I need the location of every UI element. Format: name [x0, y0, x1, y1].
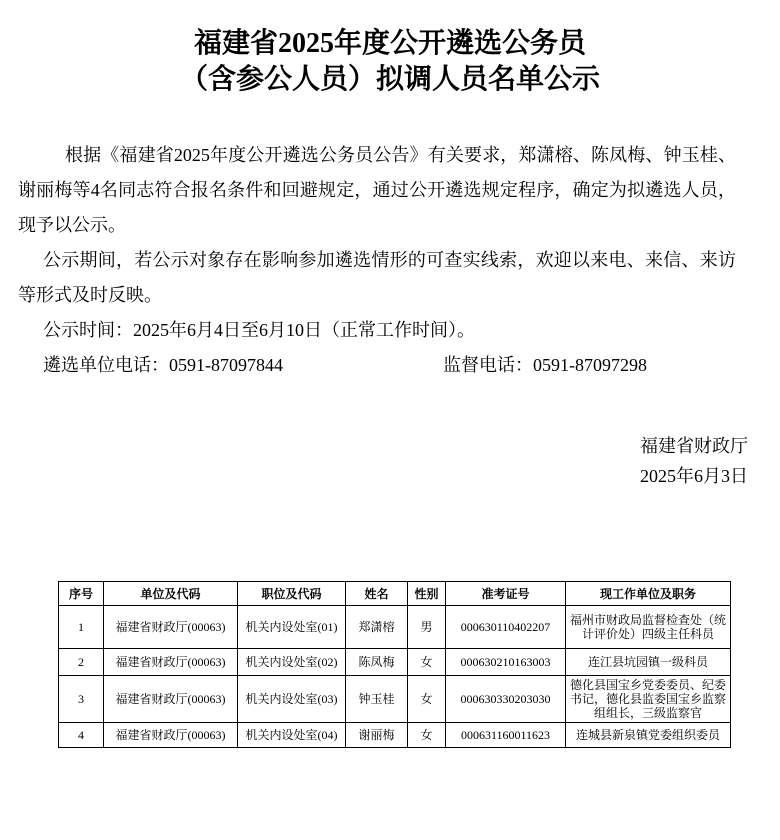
cell-position-code: 机关内设处室(04) [238, 723, 346, 748]
cell-current-position: 德化县国宝乡党委委员、纪委书记，德化县监委国宝乡监察组组长，三级监察官 [566, 676, 731, 723]
cell-ticket-number: 000630210163003 [446, 649, 566, 676]
cell-ticket-number: 000630330203030 [446, 676, 566, 723]
cell-name: 陈凤梅 [346, 649, 408, 676]
title-line-2: （含参公人员）拟调人员名单公示 [179, 64, 600, 95]
cell-seq: 3 [59, 676, 104, 723]
cell-gender: 女 [408, 723, 446, 748]
cell-seq: 4 [59, 723, 104, 748]
header-gender: 性别 [408, 582, 446, 606]
cell-gender: 女 [408, 676, 446, 723]
selection-unit-phone: 遴选单位电话：0591-87097844 [43, 355, 283, 375]
supervision-phone: 监督电话：0591-87097298 [443, 355, 647, 375]
table-row [59, 649, 731, 676]
signature-date: 2025年6月3日 [640, 466, 748, 486]
document-title [18, 26, 762, 98]
header-name: 姓名 [346, 582, 408, 606]
cell-name: 郑潇榕 [346, 606, 408, 649]
cell-position-code: 机关内设处室(01) [238, 606, 346, 649]
table-row [59, 606, 731, 649]
cell-seq: 1 [59, 606, 104, 649]
cell-current-position: 连江县坑园镇一级科员 [566, 649, 731, 676]
cell-current-position: 连城县新泉镇党委组织委员 [566, 723, 731, 748]
cell-unit-code: 福建省财政厅(00063) [104, 606, 238, 649]
title-line-1: 福建省2025年度公开遴选公务员 [193, 28, 586, 59]
table-header-row [59, 582, 731, 606]
paragraph-publicity-period: 公示时间：2025年6月4日至6月10日（正常工作时间）。 [43, 320, 475, 340]
paragraph-feedback: 公示期间，若公示对象存在影响参加遴选情形的可查实线索，欢迎以来电、来信、来访等形式及时反映。 [18, 250, 736, 305]
cell-gender: 女 [408, 649, 446, 676]
header-seq: 序号 [59, 582, 104, 606]
cell-position-code: 机关内设处室(03) [238, 676, 346, 723]
table-row [59, 723, 731, 748]
cell-ticket-number: 000630110402207 [446, 606, 566, 649]
cell-seq: 2 [59, 649, 104, 676]
cell-gender: 男 [408, 606, 446, 649]
signature-block [18, 431, 762, 491]
header-position-code: 职位及代码 [238, 582, 346, 606]
header-unit-code: 单位及代码 [104, 582, 238, 606]
cell-position-code: 机关内设处室(02) [238, 649, 346, 676]
cell-name: 钟玉桂 [346, 676, 408, 723]
cell-current-position: 福州市财政局监督检查处（统计评价处）四级主任科员 [566, 606, 731, 649]
cell-unit-code: 福建省财政厅(00063) [104, 676, 238, 723]
paragraph-phones [18, 348, 736, 383]
document-body [18, 138, 762, 383]
cell-unit-code: 福建省财政厅(00063) [104, 649, 238, 676]
signature-org: 福建省财政厅 [640, 436, 748, 456]
cell-name: 谢丽梅 [346, 723, 408, 748]
paragraph-intro: 根据《福建省2025年度公开遴选公务员公告》有关要求，郑潇榕、陈凤梅、钟玉桂、谢丽梅等4名同志符合报名条件和回避规定，通过公开遴选规定程序，确定为拟遴选人员，现予以公示。 [18, 145, 736, 235]
cell-ticket-number: 000631160011623 [446, 723, 566, 748]
table-row [59, 676, 731, 723]
header-current-position: 现工作单位及职务 [566, 582, 731, 606]
personnel-table [58, 581, 731, 748]
header-ticket-number: 准考证号 [446, 582, 566, 606]
cell-unit-code: 福建省财政厅(00063) [104, 723, 238, 748]
